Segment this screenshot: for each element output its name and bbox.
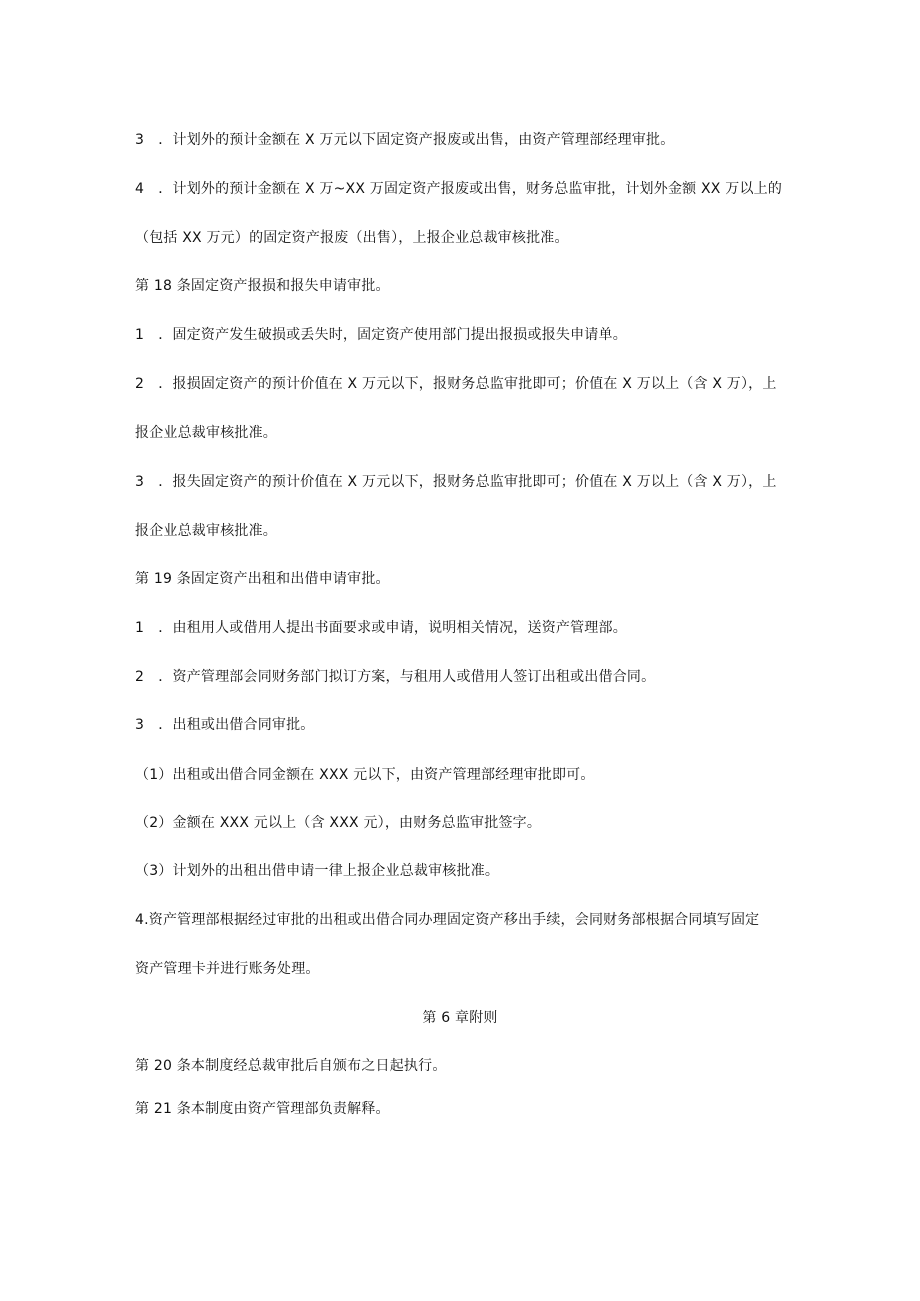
chapter-heading: 第 6 章附则 bbox=[422, 1010, 498, 1026]
paragraph-line: 4.资产管理部根据经过审批的出租或出借合同办理固定资产移出手续，会同财务部根据合同填写固定 bbox=[135, 912, 760, 928]
paragraph-line: 1 ．固定资产发生破损或丢失时，固定资产使用部门提出报损或报失申请单。 bbox=[135, 327, 627, 343]
article-line: 第 21 条本制度由资产管理部负责解释。 bbox=[135, 1101, 390, 1117]
paragraph-line: （1）出租或出借合同金额在 XXX 元以下，由资产管理部经理审批即可。 bbox=[135, 767, 595, 783]
paragraph-line: 1 ．由租用人或借用人提出书面要求或申请，说明相关情况，送资产管理部。 bbox=[135, 620, 627, 636]
paragraph-line: 3 ．计划外的预计金额在 X 万元以下固定资产报废或出售，由资产管理部经理审批。 bbox=[135, 132, 675, 148]
article-heading: 第 18 条固定资产报损和报失申请审批。 bbox=[135, 278, 390, 294]
paragraph-line: 3 ．出租或出借合同审批。 bbox=[135, 717, 315, 733]
article-line: 第 20 条本制度经总裁审批后自颁布之日起执行。 bbox=[135, 1058, 447, 1074]
paragraph-line: 报企业总裁审核批准。 bbox=[135, 523, 277, 539]
paragraph-line: 4 ．计划外的预计金额在 X 万~XX 万固定资产报废或出售，财务总监审批，计划外金额 XX 万以上的 bbox=[135, 181, 783, 197]
paragraph-line: （3）计划外的出租出借申请一律上报企业总裁审核批准。 bbox=[135, 863, 500, 879]
paragraph-line: 2 ．资产管理部会同财务部门拟订方案，与租用人或借用人签订出租或出借合同。 bbox=[135, 669, 656, 685]
paragraph-line: 3 ．报失固定资产的预计价值在 X 万元以下，报财务总监审批即可；价值在 X 万以上（含 X 万），上 bbox=[135, 474, 777, 490]
paragraph-line: 资产管理卡并进行账务处理。 bbox=[135, 961, 320, 977]
article-heading: 第 19 条固定资产出租和出借申请审批。 bbox=[135, 571, 390, 587]
paragraph-line: 2 ．报损固定资产的预计价值在 X 万元以下，报财务总监审批即可；价值在 X 万以上（含 X 万），上 bbox=[135, 376, 777, 392]
paragraph-line: 报企业总裁审核批准。 bbox=[135, 425, 277, 441]
paragraph-line: （包括 XX 万元）的固定资产报废（出售），上报企业总裁审核批准。 bbox=[135, 230, 569, 246]
paragraph-line: （2）金额在 XXX 元以上（含 XXX 元），由财务总监审批签字。 bbox=[135, 815, 542, 831]
